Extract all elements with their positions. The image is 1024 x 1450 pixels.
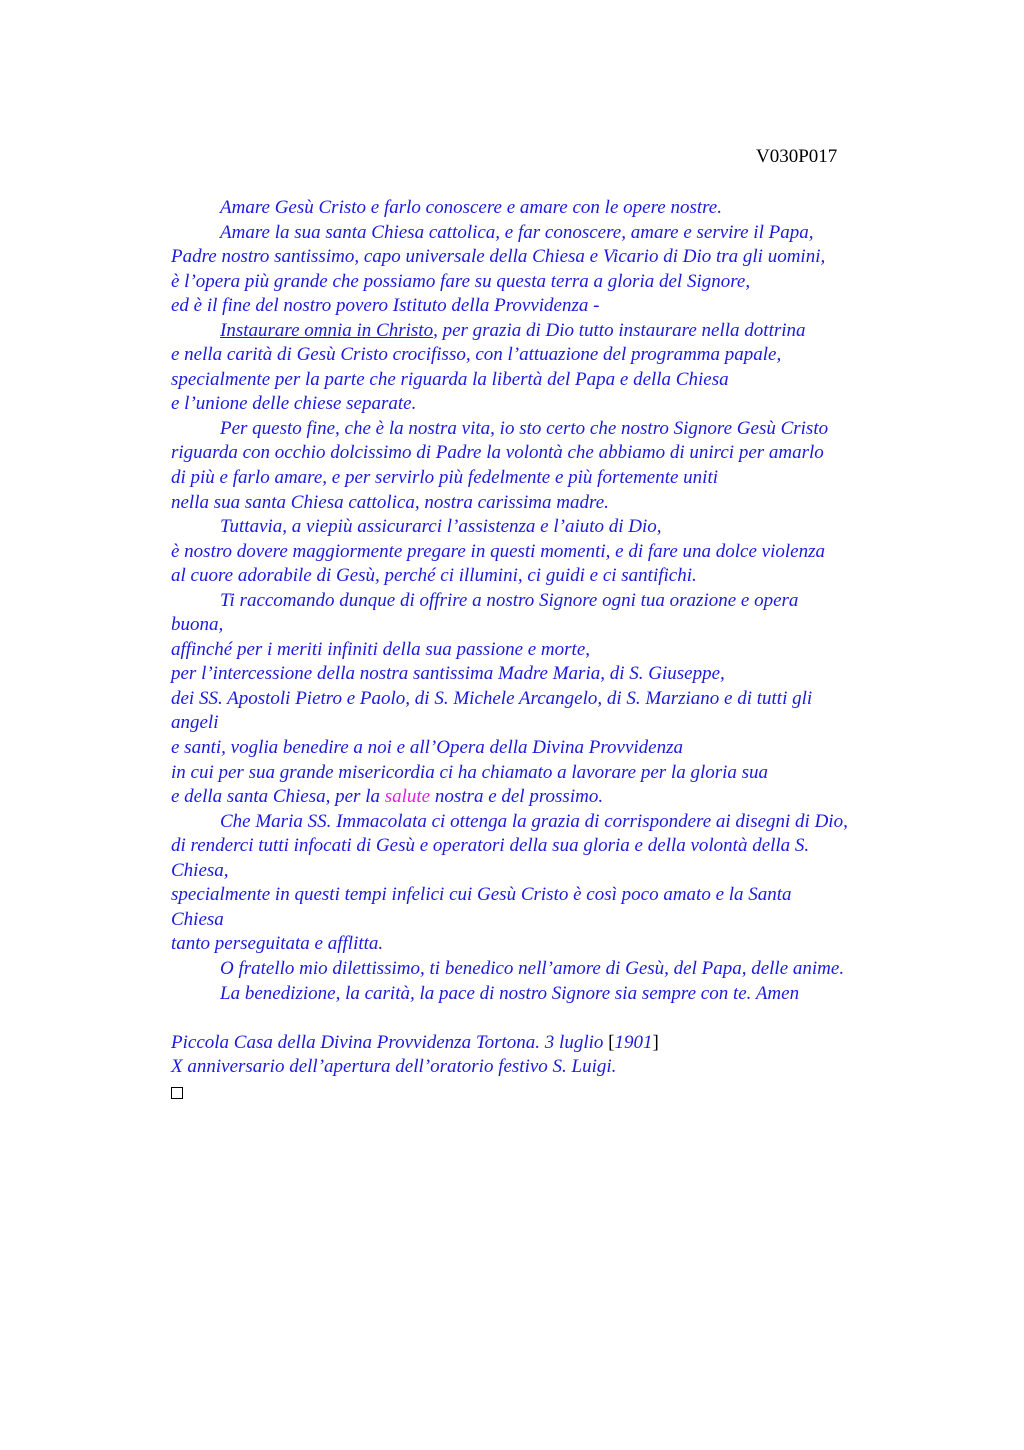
paragraph-line: Chiesa, <box>171 859 229 881</box>
paragraph-line: al cuore adorabile di Gesù, perché ci illumini, ci guidi e ci santifichi. <box>171 565 697 587</box>
highlighted-word: salute <box>384 786 431 808</box>
paragraph-line-rest: per grazia di Dio tutto instaurare nella dottrina <box>437 319 806 341</box>
paragraph-line: angeli <box>171 712 219 734</box>
paragraph-line: Per questo fine, che è la nostra vita, io sto certo che nostro Signore Gesù Cristo <box>220 417 829 439</box>
paragraph-line: nella sua santa Chiesa cattolica, nostra carissima madre. <box>171 491 609 513</box>
paragraph-line: O fratello mio dilettissimo, ti benedico nell’amore di Gesù, del Papa, delle anime. <box>220 957 845 979</box>
paragraph-line: specialmente per la parte che riguarda la libertà del Papa e della Chiesa <box>171 368 729 390</box>
paragraph-line: La benedizione, la carità, la pace di nostro Signore sia sempre con te. Amen <box>220 982 800 1004</box>
paragraph-line: Ti raccomando dunque di offrire a nostro Signore ogni tua orazione e opera <box>220 589 799 611</box>
square-icon <box>171 1087 183 1099</box>
paragraph-line: e l’unione delle chiese separate. <box>171 393 417 415</box>
paragraph-line: Padre nostro santissimo, capo universale della Chiesa e Vicario di Dio tra gli uomini, <box>171 246 826 268</box>
anniversary-note: X anniversario dell’apertura dell’oratorio festivo S. Luigi. <box>171 1056 617 1078</box>
paragraph-line: e nella carità di Gesù Cristo crocifisso, con l’attuazione del programma papale, <box>171 344 782 366</box>
paragraph-line <box>171 319 931 344</box>
motto-comma: , <box>433 319 438 341</box>
paragraph-line: specialmente in questi tempi infelici cui Gesù Cristo è così poco amato e la Santa <box>171 884 792 906</box>
paragraph-line: riguarda con occhio dolcissimo di Padre la volontà che abbiamo di unirci per amarlo <box>171 442 824 464</box>
paragraph-line: è nostro dovere maggiormente pregare in questi momenti, e di fare una dolce violenza <box>171 540 825 562</box>
paragraph-line: dei SS. Apostoli Pietro e Paolo, di S. Michele Arcangelo, di S. Marziano e di tutti gli <box>171 687 813 709</box>
paragraph-line: Tuttavia, a viepiù assicurarci l’assistenza e l’aiuto di Dio, <box>220 516 662 538</box>
paragraph-line: buona, <box>171 614 224 636</box>
paragraph-line: Chiesa <box>171 908 224 930</box>
document-id: V030P017 <box>756 146 838 167</box>
end-marker <box>171 1080 931 1107</box>
paragraph-line: Amare Gesù Cristo e farlo conoscere e amare con le opere nostre. <box>220 197 722 218</box>
paragraph-line <box>171 785 931 810</box>
year: 1901 <box>614 1031 653 1053</box>
paragraph-line: di renderci tutti infocati di Gesù e operatori della sua gloria e della volontà della S. <box>171 835 810 857</box>
blank-line <box>171 1006 931 1031</box>
paragraph-line: ed è il fine del nostro povero Istituto della Provvidenza - <box>171 295 600 317</box>
bracket-open: [ <box>608 1031 615 1053</box>
bracket-close: ] <box>652 1031 659 1053</box>
paragraph-line: Che Maria SS. Immacolata ci ottenga la grazia di corrispondere ai disegni di Dio, <box>220 810 848 832</box>
paragraph-line: in cui per sua grande misericordia ci ha chiamato a lavorare per la gloria sua <box>171 761 769 783</box>
paragraph-line: per l’intercessione della nostra santissima Madre Maria, di S. Giuseppe, <box>171 663 725 685</box>
paragraph-line-start: e della santa Chiesa, per la <box>171 786 385 808</box>
letter-body <box>171 196 931 1106</box>
paragraph-line: di più e farlo amare, e per servirlo più fedelmente e più fortemente uniti <box>171 467 719 489</box>
paragraph-line: è l’opera più grande che possiamo fare su questa terra a gloria del Signore, <box>171 270 751 292</box>
paragraph-line: e santi, voglia benedire a noi e all’Opera della Divina Provvidenza <box>171 737 684 759</box>
place-date-text: Piccola Casa della Divina Provvidenza Tortona. 3 luglio <box>171 1031 609 1053</box>
paragraph-line: affinché per i meriti infiniti della sua passione e morte, <box>171 638 591 660</box>
paragraph-line-end: nostra e del prossimo. <box>430 786 604 808</box>
motto-underlined: Instaurare omnia in Christo <box>220 319 434 341</box>
paragraph-line: tanto perseguitata e afflitta. <box>171 933 384 955</box>
signature-place-date <box>171 1031 931 1056</box>
paragraph-line: Amare la sua santa Chiesa cattolica, e far conoscere, amare e servire il Papa, <box>220 221 814 243</box>
